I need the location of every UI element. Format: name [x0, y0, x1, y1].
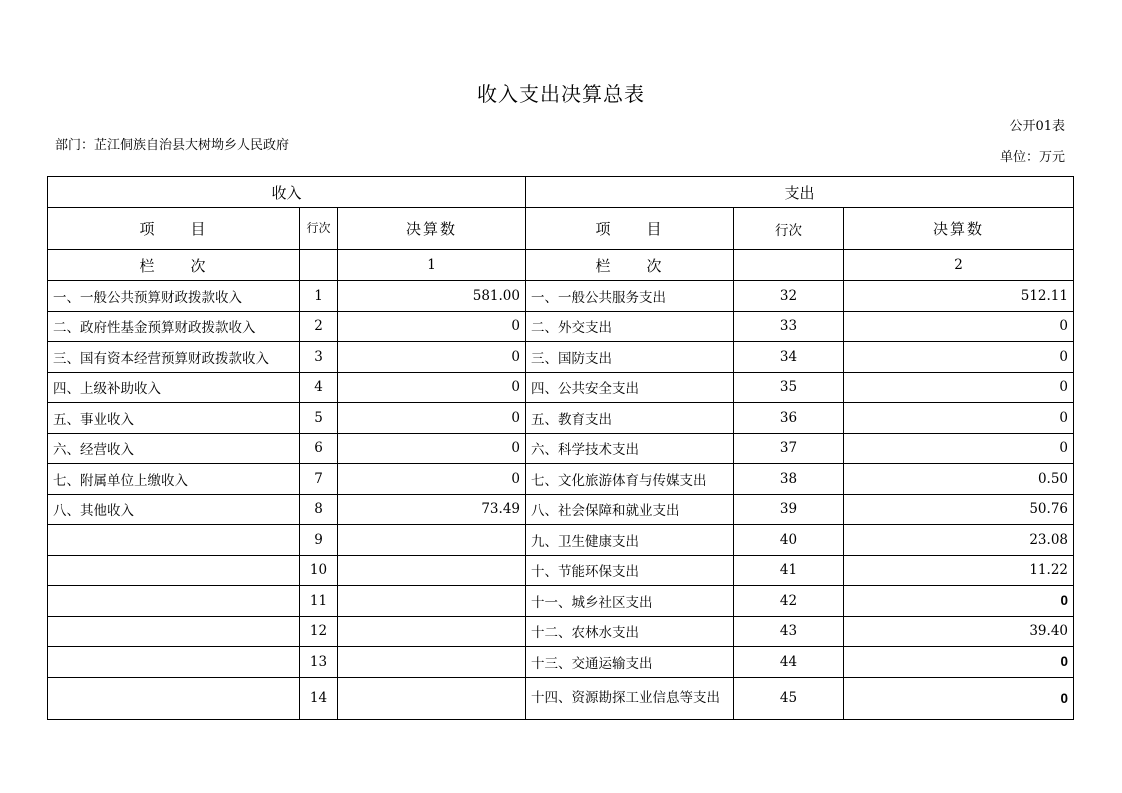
expense-line-no-header: 行次: [734, 208, 844, 250]
table-row: [48, 586, 1074, 617]
expense-item-header: 项 目: [526, 208, 734, 250]
table-row: [48, 281, 1074, 312]
expense-line-no-cell: 37: [734, 433, 844, 464]
income-item-cell: [48, 647, 300, 678]
expense-amount-cell: 0.50: [844, 464, 1074, 495]
table-row: [48, 555, 1074, 586]
expense-amount-cell: 23.08: [844, 525, 1074, 556]
income-item-cell: 八、其他收入: [48, 494, 300, 525]
expense-item-cell: 二、外交支出: [526, 311, 734, 342]
expense-item-cell: 九、卫生健康支出: [526, 525, 734, 556]
table-row: [48, 372, 1074, 403]
expense-amount-cell: 0: [844, 647, 1074, 678]
expense-amount-cell: 0: [844, 677, 1074, 719]
expense-line-no-cell: 34: [734, 342, 844, 373]
income-amount-cell: 0: [338, 372, 526, 403]
income-amount-cell: 0: [338, 433, 526, 464]
expense-amount-header: 决算数: [844, 208, 1074, 250]
income-item-cell: 六、经营收入: [48, 433, 300, 464]
table-row: [48, 311, 1074, 342]
expense-line-no-cell: 32: [734, 281, 844, 312]
expense-amount-cell: 39.40: [844, 616, 1074, 647]
income-item-cell: 一、一般公共预算财政拨款收入: [48, 281, 300, 312]
income-expense-table: [47, 176, 1074, 720]
table-row: [48, 403, 1074, 434]
section-header-row: [48, 177, 1074, 208]
table-row: [48, 677, 1074, 719]
income-amount-header: 决算数: [338, 208, 526, 250]
income-line-no-cell: 14: [300, 677, 338, 719]
expense-line-no-cell: 38: [734, 464, 844, 495]
unit-label: 单位：万元: [999, 150, 1065, 165]
table-row: [48, 647, 1074, 678]
expense-item-cell: 十二、农林水支出: [526, 616, 734, 647]
income-amount-cell: [338, 525, 526, 556]
income-amount-cell: [338, 586, 526, 617]
income-item-header: 项 目: [48, 208, 300, 250]
expense-item-cell: 六、科学技术支出: [526, 433, 734, 464]
table-row: [48, 433, 1074, 464]
income-line-no-cell: 11: [300, 586, 338, 617]
income-amount-cell: 581.00: [338, 281, 526, 312]
expense-amount-cell: 0: [844, 342, 1074, 373]
income-line-no-cell: 2: [300, 311, 338, 342]
table-row: [48, 464, 1074, 495]
table-row: [48, 525, 1074, 556]
expense-line-no-cell: 33: [734, 311, 844, 342]
expense-line-no-cell: 36: [734, 403, 844, 434]
page-title: 收入支出决算总表: [477, 82, 645, 106]
expense-item-cell: 一、一般公共服务支出: [526, 281, 734, 312]
income-item-cell: 三、国有资本经营预算财政拨款收入: [48, 342, 300, 373]
table-row: [48, 616, 1074, 647]
income-line-no-cell: 12: [300, 616, 338, 647]
expense-amount-cell: 11.22: [844, 555, 1074, 586]
income-item-cell: 二、政府性基金预算财政拨款收入: [48, 311, 300, 342]
income-column-label-blank: [300, 250, 338, 281]
income-amount-cell: [338, 555, 526, 586]
expense-column-label-blank: [734, 250, 844, 281]
expense-item-cell: 七、文化旅游体育与传媒支出: [526, 464, 734, 495]
table-row: [48, 342, 1074, 373]
income-line-no-cell: 9: [300, 525, 338, 556]
column-label-row: [48, 250, 1074, 281]
income-line-no-cell: 5: [300, 403, 338, 434]
expense-amount-cell: 50.76: [844, 494, 1074, 525]
income-column-label: 栏 次: [48, 250, 300, 281]
expense-line-no-cell: 41: [734, 555, 844, 586]
expense-section-header: 支出: [526, 177, 1074, 208]
income-line-no-cell: 4: [300, 372, 338, 403]
income-amount-cell: 0: [338, 342, 526, 373]
income-line-no-cell: 3: [300, 342, 338, 373]
income-amount-cell: [338, 647, 526, 678]
income-item-cell: [48, 586, 300, 617]
expense-line-no-cell: 43: [734, 616, 844, 647]
table-row: [48, 494, 1074, 525]
expense-line-no-cell: 44: [734, 647, 844, 678]
expense-item-cell: 十四、资源勘探工业信息等支出: [526, 677, 734, 719]
expense-amount-cell: 0: [844, 311, 1074, 342]
income-item-cell: [48, 616, 300, 647]
expense-amount-cell: 0: [844, 372, 1074, 403]
expense-column-number: 2: [844, 250, 1074, 281]
income-item-cell: 七、附属单位上缴收入: [48, 464, 300, 495]
expense-amount-cell: 512.11: [844, 281, 1074, 312]
income-amount-cell: [338, 616, 526, 647]
income-line-no-cell: 13: [300, 647, 338, 678]
income-line-no-header: 行次: [300, 208, 338, 250]
expense-line-no-cell: 45: [734, 677, 844, 719]
column-header-row: [48, 208, 1074, 250]
income-amount-cell: 0: [338, 311, 526, 342]
income-item-cell: 四、上级补助收入: [48, 372, 300, 403]
income-section-header: 收入: [48, 177, 526, 208]
income-line-no-cell: 7: [300, 464, 338, 495]
expense-item-cell: 十一、城乡社区支出: [526, 586, 734, 617]
expense-item-cell: 十三、交通运输支出: [526, 647, 734, 678]
income-amount-cell: [338, 677, 526, 719]
expense-line-no-cell: 39: [734, 494, 844, 525]
expense-item-cell: 八、社会保障和就业支出: [526, 494, 734, 525]
income-line-no-cell: 6: [300, 433, 338, 464]
income-amount-cell: 73.49: [338, 494, 526, 525]
income-item-cell: [48, 677, 300, 719]
expense-amount-cell: 0: [844, 433, 1074, 464]
expense-amount-cell: 0: [844, 403, 1074, 434]
income-column-number: 1: [338, 250, 526, 281]
department-label: 部门：芷江侗族自治县大树坳乡人民政府: [55, 138, 290, 153]
income-line-no-cell: 10: [300, 555, 338, 586]
expense-line-no-cell: 40: [734, 525, 844, 556]
expense-item-cell: 四、公共安全支出: [526, 372, 734, 403]
income-amount-cell: 0: [338, 403, 526, 434]
income-amount-cell: 0: [338, 464, 526, 495]
expense-item-cell: 三、国防支出: [526, 342, 734, 373]
expense-amount-cell: 0: [844, 586, 1074, 617]
expense-item-cell: 十、节能环保支出: [526, 555, 734, 586]
expense-line-no-cell: 42: [734, 586, 844, 617]
expense-line-no-cell: 35: [734, 372, 844, 403]
income-line-no-cell: 8: [300, 494, 338, 525]
expense-column-label: 栏 次: [526, 250, 734, 281]
income-item-cell: [48, 525, 300, 556]
form-number: 公开01表: [1009, 119, 1065, 134]
expense-item-cell: 五、教育支出: [526, 403, 734, 434]
income-line-no-cell: 1: [300, 281, 338, 312]
income-item-cell: [48, 555, 300, 586]
income-item-cell: 五、事业收入: [48, 403, 300, 434]
